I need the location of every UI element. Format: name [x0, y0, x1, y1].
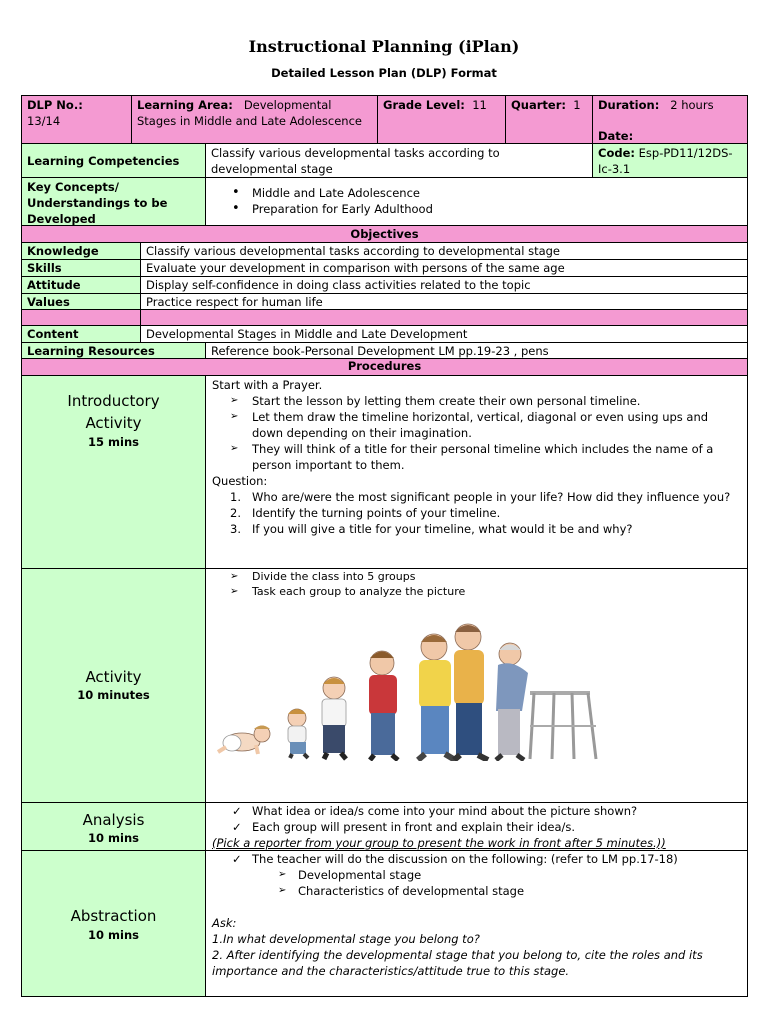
grade-level-value: 11	[472, 98, 487, 112]
analysis-bullet: ✓ What idea or idea/s come into your mind about the picture shown?	[206, 803, 742, 819]
analysis-time: 10 mins	[88, 831, 139, 845]
abstraction-time: 10 mins	[88, 928, 139, 942]
objective-label-skills: Skills	[21, 259, 141, 277]
question-item: 2. Identify the turning points of your timeline.	[230, 506, 501, 520]
duration-label: Duration:	[598, 98, 660, 112]
date-label: Date:	[598, 129, 634, 143]
content-label: Content	[21, 325, 141, 343]
question-item: 3. If you will give a title for your timeline, what would it be and why?	[230, 522, 633, 536]
teen-figure	[418, 634, 455, 760]
dlp-no-value: 13/14	[27, 114, 61, 128]
document-title: Instructional Planning (iPlan)	[248, 37, 520, 56]
objective-label-values: Values	[21, 293, 141, 310]
intro-activity-label-cell	[21, 375, 206, 569]
learning-competencies-label: Learning Competencies	[21, 143, 206, 178]
analysis-bullet: ✓ Each group will present in front and explain their idea/s.	[206, 819, 742, 835]
abstraction-sub-item: ➢ Developmental stage	[206, 867, 742, 883]
learning-competencies-value: Classify various developmental tasks according to developmental stage	[205, 143, 593, 178]
intro-activity-title-1: Introductory	[67, 392, 160, 410]
document-subtitle: Detailed Lesson Plan (DLP) Format	[271, 66, 497, 80]
objective-value-skills: Evaluate your development in comparison with persons of the same age	[140, 259, 748, 277]
ask-label: Ask:	[212, 916, 237, 930]
activity-time: 10 minutes	[77, 688, 150, 702]
analysis-content	[205, 802, 748, 851]
dlp-no-cell	[21, 95, 132, 144]
analysis-title: Analysis	[82, 811, 145, 829]
blank-row-left	[21, 309, 141, 326]
activity-label-cell	[21, 568, 206, 803]
analysis-note: (Pick a reporter from your group to present the work in front after 5 minutes.))	[212, 836, 666, 850]
abstraction-sub-item: ➢ Characteristics of developmental stage	[206, 883, 742, 899]
objective-value-values: Practice respect for human life	[140, 293, 748, 310]
learning-area-value: Developmental Stages in Middle and Late Adolescence	[137, 98, 362, 128]
intro-activity-content	[205, 375, 748, 569]
objective-label-attitude: Attitude	[21, 276, 141, 294]
key-concepts-label: Key Concepts/ Understandings to be Developed	[21, 177, 206, 226]
activity-content	[205, 568, 748, 803]
abstraction-content	[205, 850, 748, 997]
objective-label-knowledge: Knowledge	[21, 242, 141, 260]
adult-figure	[454, 624, 488, 760]
activity-bullet: ➢ Task each group to analyze the picture	[206, 584, 747, 599]
content-value: Developmental Stages in Middle and Late Development	[140, 325, 748, 343]
learning-resources-label: Learning Resources	[21, 342, 206, 359]
abstraction-title: Abstraction	[70, 907, 157, 925]
question-item: 1. Who are/were the most significant people in your life? How did they influence you?	[230, 490, 731, 504]
question-label: Question:	[212, 474, 268, 488]
abstraction-lead: ✓ The teacher will do the discussion on the following: (refer to LM pp.17-18)	[206, 851, 742, 867]
code-value: Esp-PD11/12DS-Ic-3.1	[598, 146, 733, 176]
key-concept-item: • Preparation for Early Adulthood	[206, 201, 747, 217]
toddler-figure	[288, 709, 308, 758]
intro-activity-time: 15 mins	[88, 435, 139, 449]
learning-area-label: Learning Area:	[137, 98, 233, 112]
code-label: Code:	[598, 146, 635, 160]
code-cell	[592, 143, 748, 178]
blank-row-right	[140, 309, 748, 326]
quarter-value: 1	[573, 98, 581, 112]
objective-value-knowledge: Classify various developmental tasks according to developmental stage	[140, 242, 748, 260]
grade-level-cell	[377, 95, 506, 144]
duration-value: 2 hours	[670, 98, 714, 112]
elderly-figure	[496, 643, 596, 760]
boy-figure	[369, 651, 398, 760]
intro-bullet: ➢ They will think of a title for their personal timeline which includes the name of a person important to them.	[206, 441, 742, 473]
abstraction-label-cell	[21, 850, 206, 997]
intro-bullet: ➢ Let them draw the timeline horizontal, vertical, diagonal or even using ups and down depending on their imagination.	[206, 409, 742, 441]
analysis-label-cell	[21, 802, 206, 851]
objectives-header: Objectives	[21, 225, 748, 243]
human-development-illustration	[212, 621, 617, 761]
quarter-label: Quarter:	[511, 98, 566, 112]
activity-title: Activity	[85, 668, 142, 686]
intro-activity-title-2: Activity	[85, 414, 142, 432]
learning-resources-value: Reference book-Personal Development LM pp.19-23 , pens	[205, 342, 748, 359]
grade-level-label: Grade Level:	[383, 98, 465, 112]
dlp-no-label: DLP No.:	[27, 98, 83, 112]
baby-figure	[218, 726, 270, 755]
ask-question-1: 1.In what developmental stage you belong to?	[212, 932, 480, 946]
intro-opening: Start with a Prayer.	[212, 378, 323, 392]
procedures-header: Procedures	[21, 358, 748, 376]
duration-cell	[592, 95, 748, 144]
key-concepts-cell	[205, 177, 748, 226]
quarter-cell	[505, 95, 593, 144]
key-concept-item: • Middle and Late Adolescence	[206, 185, 747, 201]
ask-question-2: 2. After identifying the developmental stage that you belong to, cite the roles and its importance and the characteristics/attitude true to this stage.	[212, 948, 703, 978]
learning-area-cell	[131, 95, 378, 144]
activity-bullet: ➢ Divide the class into 5 groups	[206, 569, 747, 584]
child-figure	[322, 677, 346, 759]
objective-value-attitude: Display self-confidence in doing class activities related to the topic	[140, 276, 748, 294]
intro-bullet: ➢ Start the lesson by letting them create their own personal timeline.	[206, 393, 742, 409]
